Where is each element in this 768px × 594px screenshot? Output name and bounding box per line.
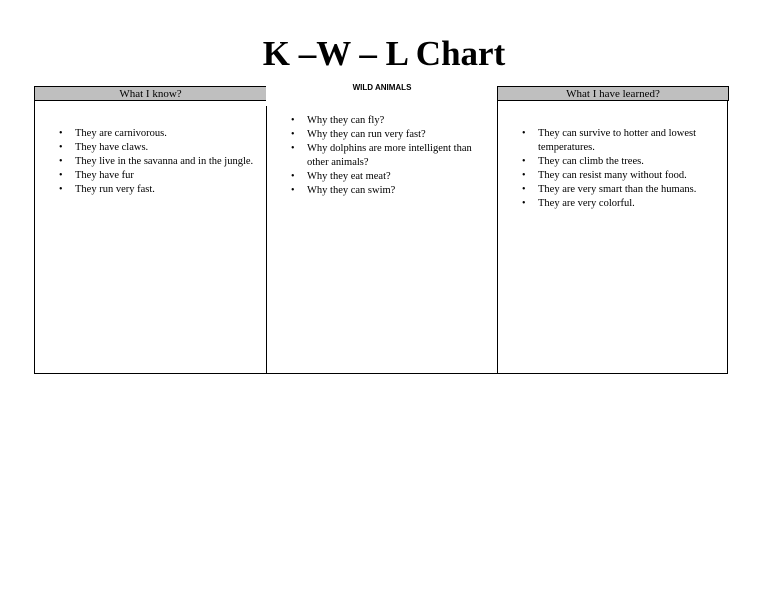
list-item: • Why they can run very fast?	[307, 128, 487, 142]
list-item: • They can survive to hotter and lowest temperatures.	[538, 127, 718, 155]
list-item: • They live in the savanna and in the jungle.	[75, 155, 256, 169]
list-item: • Why they can swim?	[307, 184, 487, 198]
know-list	[35, 127, 266, 197]
learned-column	[497, 86, 728, 373]
know-header: What I know?	[34, 86, 266, 101]
kwl-table	[34, 83, 728, 374]
list-item: • They can resist many without food.	[538, 169, 718, 183]
topic-title: WILD ANIMALS	[352, 83, 412, 92]
list-item: • They are very smart than the humans.	[538, 183, 718, 197]
list-item: • They are carnivorous.	[75, 127, 256, 141]
learned-list	[498, 127, 728, 211]
list-item: • They have claws.	[75, 141, 256, 155]
list-item: • Why they eat meat?	[307, 170, 487, 184]
list-item: • Why they can fly?	[307, 114, 487, 128]
list-item: • They are very colorful.	[538, 197, 718, 211]
list-item: • They have fur	[75, 169, 256, 183]
know-column	[35, 86, 266, 373]
want-column	[266, 106, 497, 373]
want-list	[267, 114, 497, 198]
learned-header: What I have learned?	[498, 86, 729, 101]
page-title: K –W – L Chart	[262, 34, 506, 73]
list-item: • They can climb the trees.	[538, 155, 718, 169]
list-item: • They run very fast.	[75, 183, 256, 197]
list-item: • Why dolphins are more intelligent than other animals?	[307, 142, 487, 170]
